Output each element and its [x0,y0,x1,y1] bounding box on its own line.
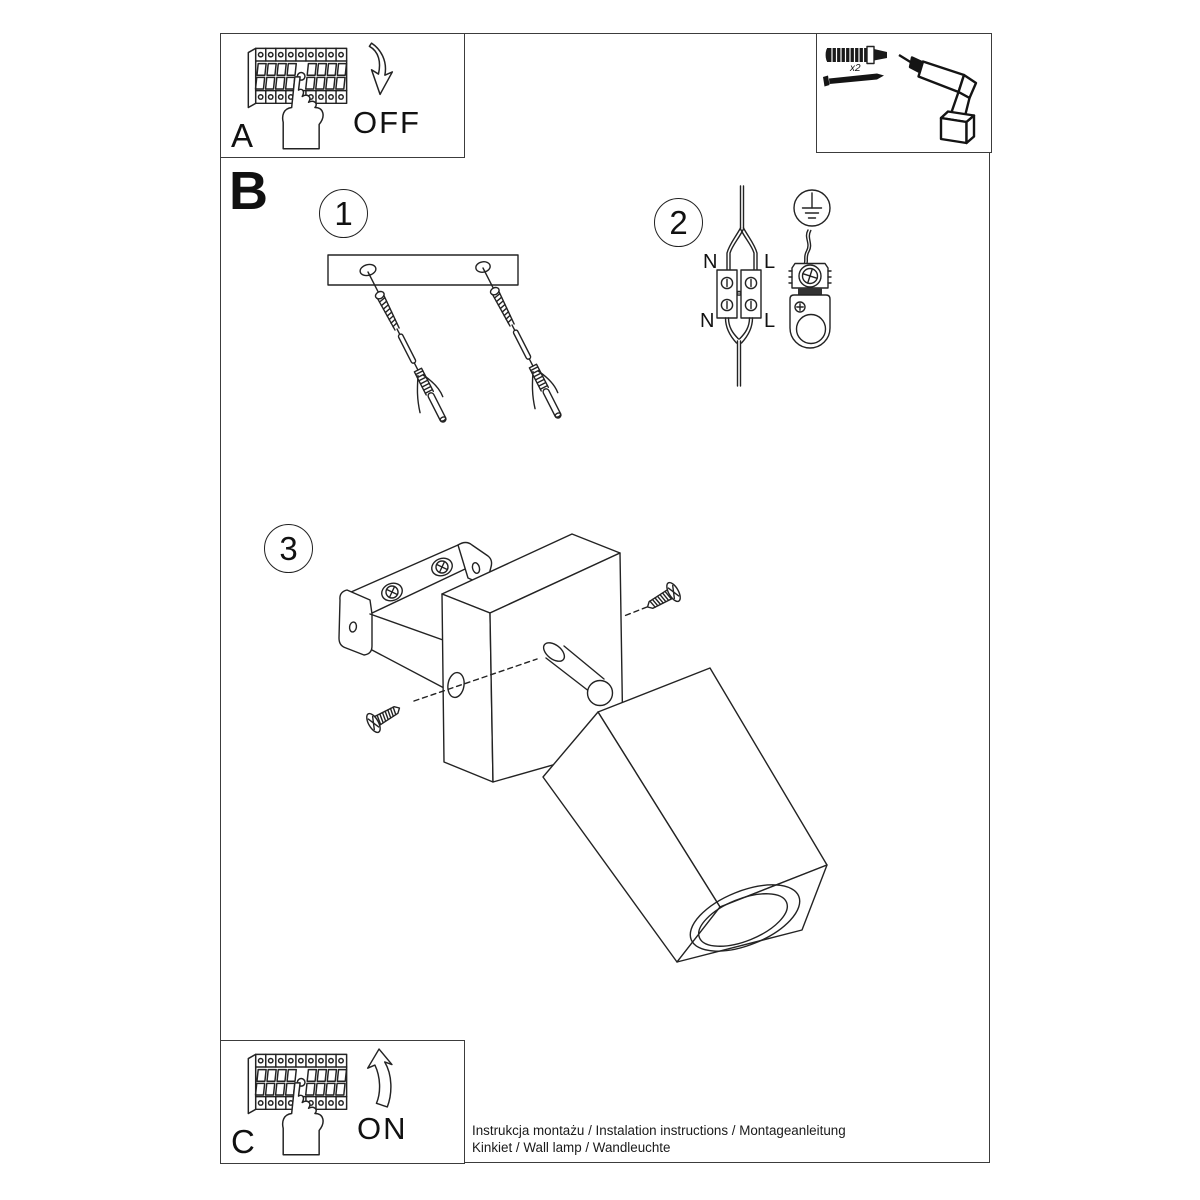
wire-label-l-bottom: L [764,310,776,332]
earth-terminal-icon [789,264,831,349]
step-1-illustration [320,250,570,440]
step-1-number: 1 [334,194,353,232]
footer-line-2: Kinkiet / Wall lamp / Wandleuchte [472,1140,671,1155]
step-1-badge [319,189,368,238]
fixing-screw-right [642,581,683,617]
panel-a-power-off [220,33,465,158]
quantity-label: x2 [850,63,861,74]
arrow-up-icon [361,1047,395,1109]
circuit-breaker-on-illustration [245,1048,351,1159]
section-b-letter: B [229,161,268,221]
tools-illustration [817,34,989,149]
footer-title-block [472,1122,912,1156]
panel-a-letter: A [231,117,254,154]
wire-label-n-bottom: N [700,310,715,332]
step-2-wiring-illustration [690,180,860,392]
step-2-number: 2 [669,203,688,241]
step-3-number: 3 [279,529,298,567]
arrow-down-icon [363,41,395,105]
circuit-breaker-off-illustration [245,42,351,153]
fixing-screw-left [364,699,405,735]
wall-plug-icon [826,47,887,64]
earth-symbol-icon [794,190,830,226]
step-3-assembly-illustration [330,528,850,1008]
footer-line-1: Instrukcja montażu / Instalation instructions / Montageanleitung [472,1123,846,1138]
panel-c-letter: C [231,1123,255,1160]
off-label: OFF [353,105,421,140]
tools-panel [816,33,992,153]
screw-icon [823,74,884,87]
on-label: ON [357,1111,408,1146]
drill-icon [899,55,976,143]
wire-label-l-top: L [764,251,776,273]
step-3-badge [264,524,313,573]
wire-label-n-top: N [703,251,718,273]
panel-c-power-on [220,1040,465,1164]
